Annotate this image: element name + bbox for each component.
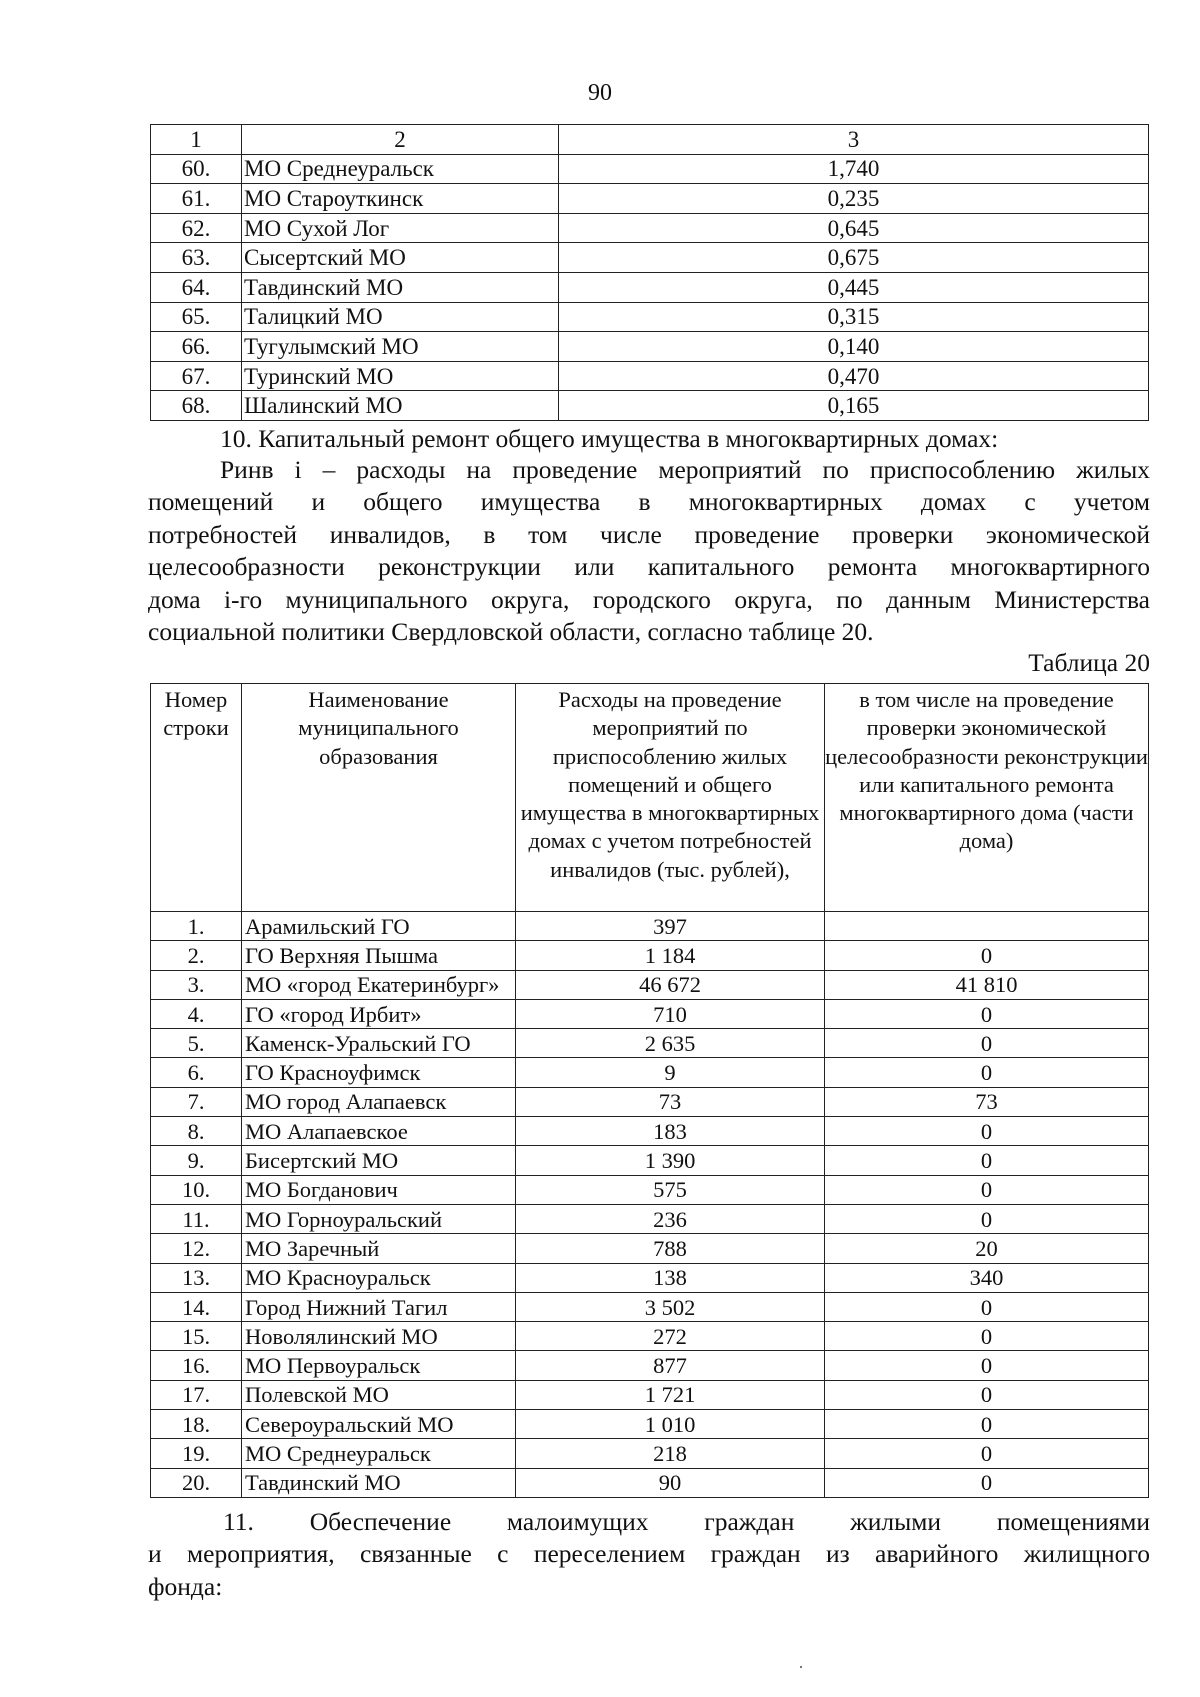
table-row — [151, 1058, 1149, 1087]
paragraph-line: потребностей инвалидов, в том числе проведение проверки экономической — [148, 519, 1150, 549]
including-value: 0 — [825, 941, 1149, 970]
row-number: 13. — [151, 1263, 242, 1292]
table-1-header-col2: 2 — [242, 125, 559, 155]
row-number: 17. — [151, 1380, 242, 1409]
table-row — [151, 1263, 1149, 1292]
municipality-name: МО «город Екатеринбург» — [242, 970, 516, 999]
row-number: 64. — [151, 272, 242, 302]
table-2 — [150, 683, 1149, 1498]
row-number: 11. — [151, 1204, 242, 1233]
table-2-header-row-number: Номер строки — [151, 684, 242, 912]
table-row — [151, 1351, 1149, 1380]
row-number: 18. — [151, 1410, 242, 1439]
municipality-name: Арамильский ГО — [242, 912, 516, 941]
including-value: 0 — [825, 1175, 1149, 1204]
municipality-name: МО Староуткинск — [242, 184, 559, 214]
row-number: 8. — [151, 1117, 242, 1146]
row-number: 7. — [151, 1087, 242, 1116]
row-number: 6. — [151, 1058, 242, 1087]
municipality-name: МО Алапаевское — [242, 1117, 516, 1146]
row-number: 65. — [151, 302, 242, 332]
municipality-name: Тугулымский МО — [242, 332, 559, 362]
municipality-name: Полевской МО — [242, 1380, 516, 1409]
table-row — [151, 1410, 1149, 1439]
expenses-value: 73 — [516, 1087, 825, 1116]
including-value: 0 — [825, 1058, 1149, 1087]
coefficient-value: 0,235 — [559, 184, 1149, 214]
coefficient-value: 1,740 — [559, 154, 1149, 184]
coefficient-value: 0,675 — [559, 243, 1149, 273]
including-value: 0 — [825, 1292, 1149, 1321]
including-value: 0 — [825, 1146, 1149, 1175]
scan-speck — [800, 1666, 802, 1668]
expenses-value: 3 502 — [516, 1292, 825, 1321]
table-row — [151, 1175, 1149, 1204]
coefficient-value: 0,470 — [559, 361, 1149, 391]
table-2-header-expenses: Расходы на проведение мероприятий по приспособлению жилых помещений и общего имущества в многоквартирных домах с учетом потребностей инвалидов (тыс. рублей), — [516, 684, 825, 912]
municipality-name: ГО Красноуфимск — [242, 1058, 516, 1087]
table-row — [151, 1322, 1149, 1351]
paragraph-line: Ринв i – расходы на проведение мероприятий по приспособлению жилых — [220, 455, 1150, 484]
municipality-name: МО Красноуральск — [242, 1263, 516, 1292]
including-value: 0 — [825, 1410, 1149, 1439]
including-value: 0 — [825, 1468, 1149, 1497]
table-row — [151, 391, 1149, 421]
table-row — [151, 941, 1149, 970]
table-1-header-col1: 1 — [151, 125, 242, 155]
expenses-value: 138 — [516, 1263, 825, 1292]
municipality-name: ГО Верхняя Пышма — [242, 941, 516, 970]
including-value: 340 — [825, 1263, 1149, 1292]
table-row — [151, 1380, 1149, 1409]
table-row — [151, 1234, 1149, 1263]
row-number: 19. — [151, 1439, 242, 1468]
coefficient-value: 0,140 — [559, 332, 1149, 362]
expenses-value: 1 010 — [516, 1410, 825, 1439]
municipality-name: Североуральский МО — [242, 1410, 516, 1439]
table-2-caption: Таблица 20 — [1028, 648, 1150, 677]
expenses-value: 183 — [516, 1117, 825, 1146]
table-1-header-col3: 3 — [559, 125, 1149, 155]
expenses-value: 1 721 — [516, 1380, 825, 1409]
coefficient-value: 0,315 — [559, 302, 1149, 332]
municipality-name: МО Заречный — [242, 1234, 516, 1263]
table-2-header-row — [151, 684, 1149, 912]
paragraph-line: и мероприятия, связанные с переселением граждан из аварийного жилищного — [148, 1539, 1150, 1569]
municipality-name: МО Сухой Лог — [242, 213, 559, 243]
municipality-name: Сысертский МО — [242, 243, 559, 273]
row-number: 14. — [151, 1292, 242, 1321]
paragraph-line: 11. Обеспечение малоимущих граждан жилыми помещениями — [223, 1507, 1150, 1536]
expenses-value: 710 — [516, 999, 825, 1028]
expenses-value: 2 635 — [516, 1029, 825, 1058]
row-number: 68. — [151, 391, 242, 421]
paragraph-line: помещений и общего имущества в многоквартирных домах с учетом — [148, 487, 1150, 517]
table-row — [151, 1292, 1149, 1321]
expenses-value: 46 672 — [516, 970, 825, 999]
municipality-name: Шалинский МО — [242, 391, 559, 421]
municipality-name: Город Нижний Тагил — [242, 1292, 516, 1321]
paragraph-line: фонда: — [148, 1571, 223, 1601]
including-value: 0 — [825, 1380, 1149, 1409]
table-row — [151, 154, 1149, 184]
including-value: 20 — [825, 1234, 1149, 1263]
including-value: 0 — [825, 1117, 1149, 1146]
expenses-value: 218 — [516, 1439, 825, 1468]
row-number: 12. — [151, 1234, 242, 1263]
row-number: 61. — [151, 184, 242, 214]
expenses-value: 788 — [516, 1234, 825, 1263]
table-row — [151, 1439, 1149, 1468]
expenses-value: 1 184 — [516, 941, 825, 970]
municipality-name: Тавдинский МО — [242, 272, 559, 302]
section-10-heading: 10. Капитальный ремонт общего имущества в многоквартирных домах: — [220, 424, 999, 453]
municipality-name: МО Среднеуральск — [242, 154, 559, 184]
table-1-header-row — [151, 125, 1149, 155]
table-row — [151, 970, 1149, 999]
row-number: 10. — [151, 1175, 242, 1204]
paragraph-line: целесообразности реконструкции или капитального ремонта многоквартирного — [148, 552, 1150, 582]
expenses-value: 236 — [516, 1204, 825, 1233]
municipality-name: Бисертский МО — [242, 1146, 516, 1175]
section-11-heading — [148, 1506, 1150, 1603]
including-value: 0 — [825, 1029, 1149, 1058]
table-row — [151, 213, 1149, 243]
row-number: 62. — [151, 213, 242, 243]
expenses-value: 9 — [516, 1058, 825, 1087]
municipality-name: Талицкий МО — [242, 302, 559, 332]
municipality-name: Туринский МО — [242, 361, 559, 391]
table-row — [151, 1117, 1149, 1146]
table-row — [151, 999, 1149, 1028]
row-number: 4. — [151, 999, 242, 1028]
table-2-header-including: в том числе на проведение проверки экономической целесообразности реконструкции или капитального ремонта многоквартирного дома (части дома) — [825, 684, 1149, 912]
table-1 — [150, 124, 1149, 421]
paragraph-line: социальной политики Свердловской области, согласно таблице 20. — [148, 617, 874, 647]
municipality-name: Каменск-Уральский ГО — [242, 1029, 516, 1058]
table-row — [151, 1087, 1149, 1116]
table-row — [151, 1204, 1149, 1233]
including-value: 0 — [825, 1322, 1149, 1351]
row-number: 67. — [151, 361, 242, 391]
including-value: 73 — [825, 1087, 1149, 1116]
expenses-value: 272 — [516, 1322, 825, 1351]
municipality-name: Новолялинский МО — [242, 1322, 516, 1351]
coefficient-value: 0,165 — [559, 391, 1149, 421]
including-value: 0 — [825, 1439, 1149, 1468]
expenses-value: 1 390 — [516, 1146, 825, 1175]
coefficient-value: 0,645 — [559, 213, 1149, 243]
municipality-name: МО Среднеуральск — [242, 1439, 516, 1468]
municipality-name: МО Горноуральский — [242, 1204, 516, 1233]
coefficient-value: 0,445 — [559, 272, 1149, 302]
page-number: 90 — [588, 80, 612, 106]
table-row — [151, 272, 1149, 302]
row-number: 5. — [151, 1029, 242, 1058]
row-number: 63. — [151, 243, 242, 273]
table-row — [151, 332, 1149, 362]
table-row — [151, 184, 1149, 214]
table-row — [151, 361, 1149, 391]
row-number: 3. — [151, 970, 242, 999]
municipality-name: ГО «город Ирбит» — [242, 999, 516, 1028]
row-number: 16. — [151, 1351, 242, 1380]
row-number: 2. — [151, 941, 242, 970]
row-number: 66. — [151, 332, 242, 362]
section-10-paragraph — [148, 454, 1150, 648]
table-row — [151, 1468, 1149, 1497]
municipality-name: МО Богданович — [242, 1175, 516, 1204]
row-number: 9. — [151, 1146, 242, 1175]
table-2-header-municipality: Наименование муниципального образования — [242, 684, 516, 912]
row-number: 60. — [151, 154, 242, 184]
municipality-name: МО Первоуральск — [242, 1351, 516, 1380]
table-row — [151, 243, 1149, 273]
row-number: 20. — [151, 1468, 242, 1497]
expenses-value: 877 — [516, 1351, 825, 1380]
table-row — [151, 1029, 1149, 1058]
including-value: 0 — [825, 999, 1149, 1028]
including-value — [825, 912, 1149, 941]
table-row — [151, 302, 1149, 332]
municipality-name: МО город Алапаевск — [242, 1087, 516, 1116]
table-row — [151, 912, 1149, 941]
paragraph-line: дома i-го муниципального округа, городского округа, по данным Министерства — [148, 584, 1150, 614]
row-number: 15. — [151, 1322, 242, 1351]
municipality-name: Тавдинский МО — [242, 1468, 516, 1497]
including-value: 41 810 — [825, 970, 1149, 999]
including-value: 0 — [825, 1351, 1149, 1380]
expenses-value: 90 — [516, 1468, 825, 1497]
expenses-value: 397 — [516, 912, 825, 941]
row-number: 1. — [151, 912, 242, 941]
expenses-value: 575 — [516, 1175, 825, 1204]
including-value: 0 — [825, 1204, 1149, 1233]
table-row — [151, 1146, 1149, 1175]
